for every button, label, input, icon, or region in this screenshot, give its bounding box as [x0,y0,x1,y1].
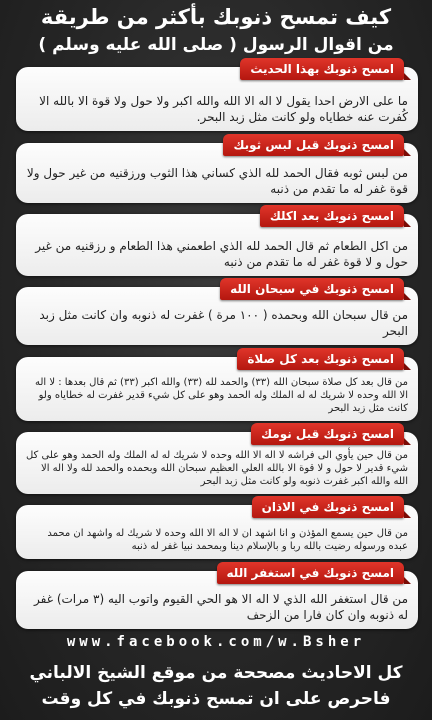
card-tag: امسح ذنوبك في الاذان [252,496,404,518]
hadith-card-4 [16,282,418,345]
card-text: من قال حين يسمع المؤذن و انا اشهد ان لا اله الا الله وحده لا شريك له واشهد ان محمد عبده ورسوله رضيت بالله ربا و بالإسلام دينا وبمحمد نبيا غفر له ذنبه [47,528,408,552]
hadith-card-2 [16,138,418,203]
page-header [0,0,432,62]
hadith-card-3 [16,209,418,276]
hadith-card-8 [16,566,418,629]
website-url[interactable]: www.facebook.com/w.Bsher [66,634,366,650]
card-text: من قال حين يأوي الى فراشه لا اله الا الله وحده لا شريك له له الملك وله الحمد وهو على كل شيء قدير لا حول و لا قوة الا بالله العلي العظيم سبحان الله وبحمده والحمد لله ولا اله الا الله والله اكبر غفرت ذنوبه ولو كانت مثل زبد البحر [25,450,408,487]
card-text: من قال بعد كل صلاة سبحان الله (٣٣) والحمد لله (٣٣) والله اكبر (٣٣) ثم قال بعدها : لا اله الا الله وحده لا شريك له له الملك وله الحمد وهو على كل شيء قدير غفرت له خطاياه ولو كانت مثل زبد البحر [35,377,408,414]
card-text: من قال استغفر الله الذي لا اله الا هو الحي القيوم واتوب اليه (٣ مرات) غفر له ذنوبه وان كان فارا من الزحف [34,592,408,622]
hadith-card-1 [16,62,418,131]
card-tag: امسح ذنوبك في استغفر الله [217,562,404,584]
card-tag: امسح ذنوبك قبل لبس ثوبك [223,134,404,156]
footer-line-1: كل الاحاديث مصححة من موقع الشيخ الالباني [29,663,403,683]
footer-line-2: فاحرص على ان تمسح ذنوبك في كل وقت [41,689,391,709]
page-footer [0,660,432,712]
card-tag: امسح ذنوبك بهذا الحديث [240,58,404,80]
card-text: من قال سبحان الله وبحمده ( ١٠٠ مرة ) غفرت له ذنوبه وان كانت مثل زبد البحر [39,308,408,338]
page-title: كيف تمسح ذنوبك بأكثر من طريقة [40,5,392,29]
card-tag: امسح ذنوبك في سبحان الله [220,278,404,300]
hadith-card-5 [16,352,418,421]
card-tag: امسح ذنوبك قبل نومك [251,423,404,445]
card-text: من لبس ثوبه فقال الحمد لله الذي كساني هذا الثوب ورزقنيه من غير حول ولا قوة غفر له ما تقدم من ذنبه [26,166,408,196]
hadith-card-7 [16,500,418,559]
card-text: ما على الارض احدا يقول لا اله الا الله والله اكبر ولا حول ولا قوة الا بالله الا كُفرت عنه خطاياه ولو كانت مثل زبد البحر. [39,94,408,124]
card-tag: امسح ذنوبك بعد كل صلاة [237,348,404,370]
card-text: من اكل الطعام ثم قال الحمد لله الذي اطعمني هذا الطعام و رزقنيه من غير حول و لا قوة غفر له ما تقدم من ذنبه [35,239,408,269]
hadith-card-6 [16,427,418,494]
page-subtitle: من اقوال الرسول ( صلى الله عليه وسلم ) [38,35,394,55]
card-tag: امسح ذنوبك بعد اكلك [260,205,404,227]
